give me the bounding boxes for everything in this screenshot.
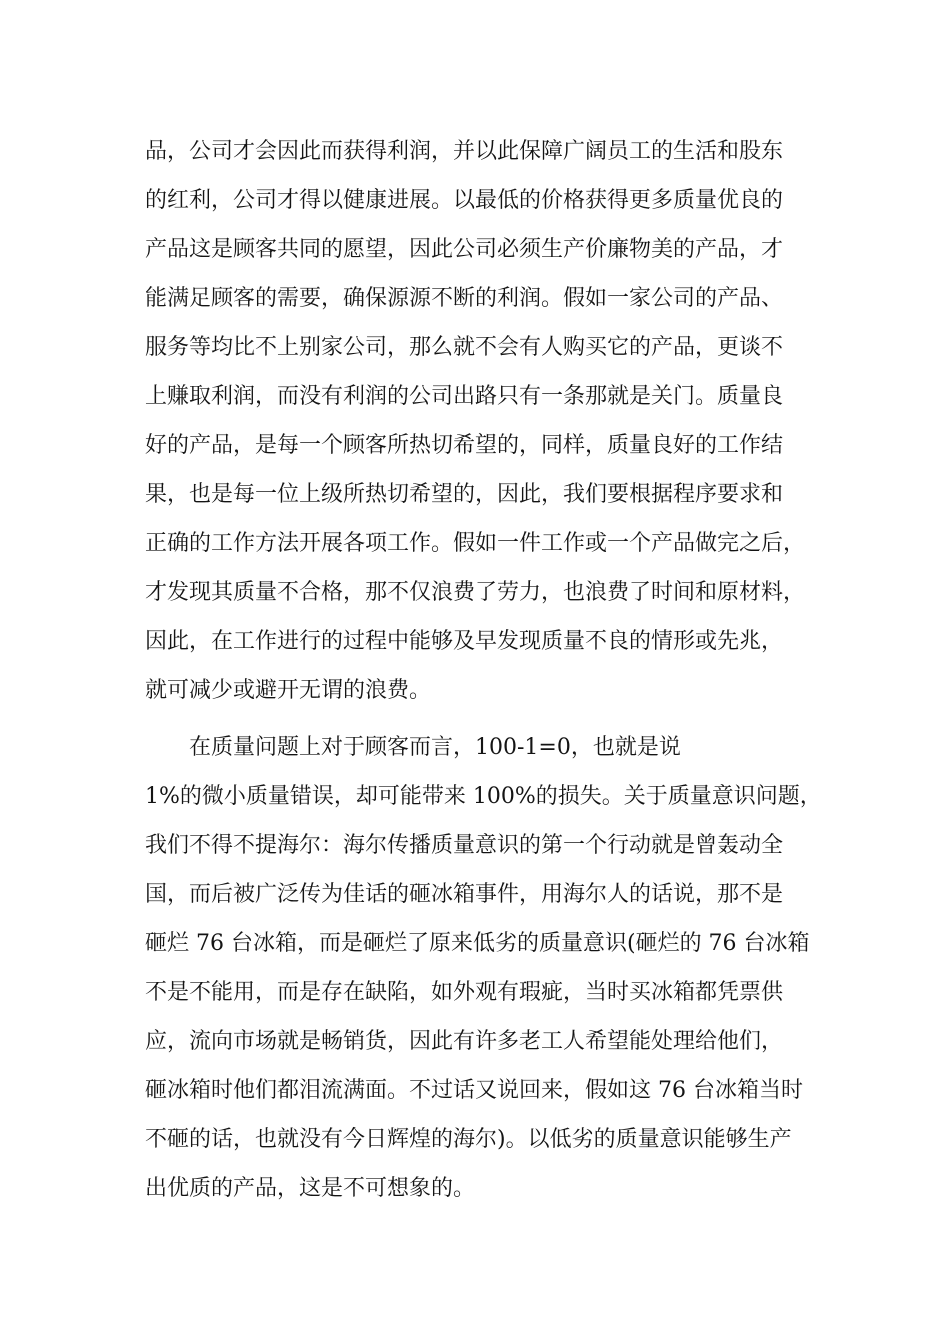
paragraph-2-line-4: 国，而后被广泛传为佳话的砸冰箱事件，用海尔人的话说，那不是 <box>145 882 784 907</box>
paragraph-2-line-2: 1%的微小质量错误，却可能带来 100%的损失。关于质量意识问题， <box>145 784 822 809</box>
paragraph-1-line-2: 的红利，公司才得以健康进展。以最低的价格获得更多质量优良的 <box>145 188 784 213</box>
paragraph-1-line-7: 好的产品，是每一个顾客所热切希望的，同样，质量良好的工作结 <box>145 433 784 458</box>
paragraph-1-line-6: 上赚取利润，而没有利润的公司出路只有一条那就是关门。质量良 <box>145 384 784 409</box>
paragraph-2-line-8: 砸冰箱时他们都泪流满面。不过话又说回来，假如这 76 台冰箱当时 <box>145 1078 803 1103</box>
paragraph-1-line-10: 才发现其质量不合格，那不仅浪费了劳力，也浪费了时间和原材料， <box>145 580 806 605</box>
paragraph-2-line-1: 在质量问题上对于顾客而言，100-1=0，也就是说 <box>189 735 681 760</box>
paragraph-2-line-9: 不砸的话，也就没有今日辉煌的海尔)。以低劣的质量意识能够生产 <box>145 1127 792 1152</box>
paragraph-2-line-3: 我们不得不提海尔：海尔传播质量意识的第一个行动就是曾轰动全 <box>145 833 784 858</box>
paragraph-2-line-7: 应，流向市场就是畅销货，因此有许多老工人希望能处理给他们， <box>145 1029 784 1054</box>
paragraph-1-line-9: 正确的工作方法开展各项工作。假如一件工作或一个产品做完之后， <box>145 531 806 556</box>
paragraph-1-line-4: 能满足顾客的需要，确保源源不断的利润。假如一家公司的产品、 <box>145 286 784 311</box>
paragraph-1-line-5: 服务等均比不上别家公司，那么就不会有人购买它的产品，更谈不 <box>145 335 784 360</box>
paragraph-1-line-1: 品，公司才会因此而获得利润，并以此保障广阔员工的生活和股东 <box>145 139 784 164</box>
paragraph-2-line-10: 出优质的产品，这是不可想象的。 <box>145 1176 476 1201</box>
paragraph-1-line-8: 果，也是每一位上级所热切希望的，因此，我们要根据程序要求和 <box>145 482 784 507</box>
paragraph-1-line-3: 产品这是顾客共同的愿望，因此公司必须生产价廉物美的产品，才 <box>145 237 784 262</box>
paragraph-2-line-6: 不是不能用，而是存在缺陷，如外观有瑕疵，当时买冰箱都凭票供 <box>145 980 784 1005</box>
paragraph-2-line-5: 砸烂 76 台冰箱，而是砸烂了原来低劣的质量意识(砸烂的 76 台冰箱 <box>145 931 810 956</box>
paragraph-1-line-12: 就可减少或避开无谓的浪费。 <box>145 678 432 703</box>
paragraph-1-line-11: 因此，在工作进行的过程中能够及早发现质量不良的情形或先兆， <box>145 629 784 654</box>
